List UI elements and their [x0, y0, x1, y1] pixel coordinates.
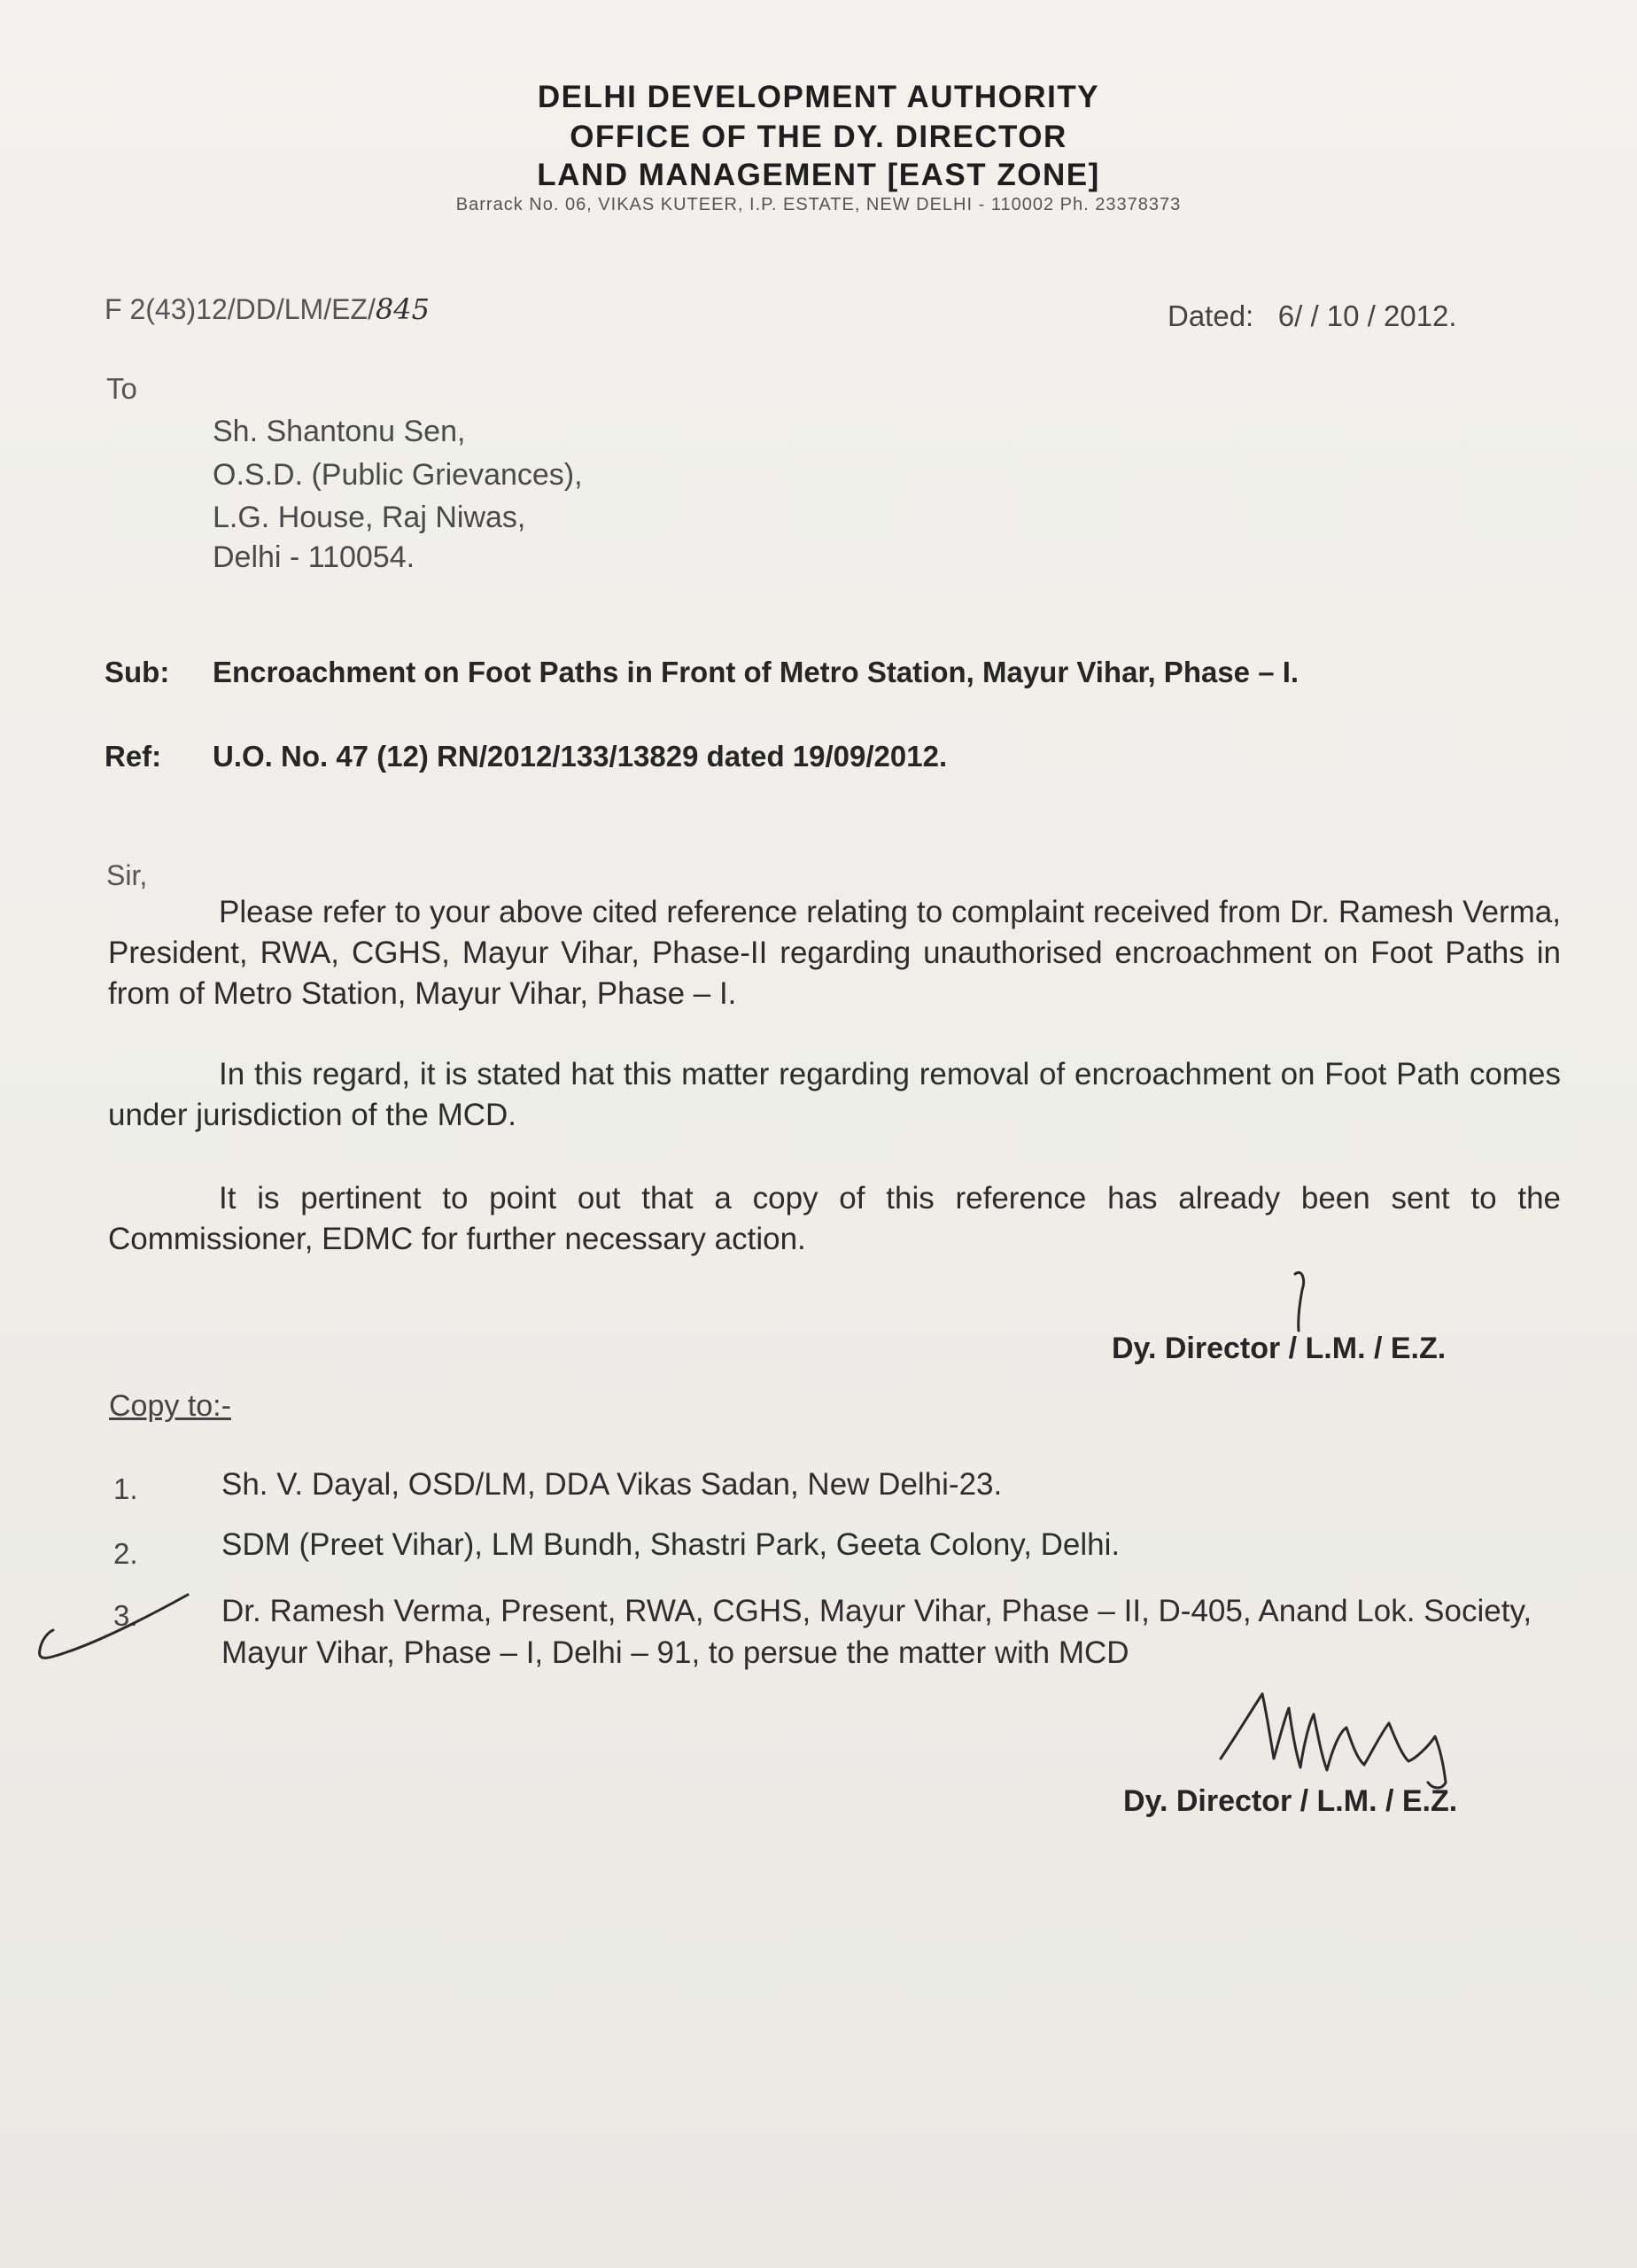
recipient-line: L.G. House, Raj Niwas, — [213, 501, 526, 534]
copy-item-number: 1. — [113, 1472, 138, 1505]
recipient-line: Delhi - 110054. — [213, 540, 415, 574]
copy-item-number: 3. — [113, 1599, 138, 1632]
letterhead-office: OFFICE OF THE DY. DIRECTOR — [570, 120, 1067, 154]
file-reference-handwritten: 845 — [375, 292, 430, 326]
to-label: To — [106, 372, 137, 405]
salutation: Sir, — [106, 859, 148, 891]
signature-designation-final: Dy. Director / L.M. / E.Z. — [1123, 1784, 1458, 1818]
body-paragraph: In this regard, it is stated hat this matter regarding removal of encroachment on Foot Path comes under jurisdiction of the MCD. — [108, 1057, 1561, 1132]
copy-item-text: Sh. V. Dayal, OSD/LM, DDA Vikas Sadan, New Delhi-23. — [221, 1467, 1003, 1502]
recipient-line: Sh. Shantonu Sen, — [213, 415, 466, 448]
copy-to-label: Copy to:- — [109, 1389, 231, 1423]
date-line — [1168, 299, 1457, 333]
reference-label: Ref: — [105, 740, 162, 773]
initial-mark-icon — [1295, 1272, 1304, 1331]
file-reference — [105, 292, 430, 326]
letterhead-org: DELHI DEVELOPMENT AUTHORITY — [537, 80, 1100, 114]
signature-scrawl-icon — [1221, 1694, 1446, 1788]
copy-item-number: 2. — [113, 1537, 138, 1570]
subject-label: Sub: — [105, 656, 170, 688]
subject-text: Encroachment on Foot Paths in Front of Metro Station, Mayur Vihar, Phase – I. — [213, 656, 1300, 688]
body-paragraph: It is pertinent to point out that a copy of this reference has already been sent to the Commissioner, EDMC for further necessary action. — [108, 1181, 1561, 1256]
date-value: 6/ / 10 / 2012. — [1277, 299, 1457, 332]
signature-designation: Dy. Director / L.M. / E.Z. — [1112, 1332, 1447, 1365]
body-paragraph: Please refer to your above cited reference relating to complaint received from Dr. Ramesh Verma, President, RWA, CGHS, Mayur Vihar, Phase-II regarding unauthorised encroachment on Foot Paths in from of Metro Station, Mayur Vihar, Phase – I. — [108, 895, 1561, 1011]
date-label: Dated: — [1168, 299, 1254, 332]
recipient-line: O.S.D. (Public Grievances), — [213, 458, 583, 492]
copy-item-text: Dr. Ramesh Verma, Present, RWA, CGHS, Mayur Vihar, Phase – II, D-405, Anand Lok. Society, Mayur Vihar, Phase – I, Delhi – 91, to persue the matter with MCD — [221, 1594, 1532, 1670]
file-reference-printed: F 2(43)12/DD/LM/EZ/ — [105, 293, 376, 325]
letterhead-department: LAND MANAGEMENT [EAST ZONE] — [537, 158, 1100, 192]
copy-item-text: SDM (Preet Vihar), LM Bundh, Shastri Park, Geeta Colony, Delhi. — [221, 1527, 1121, 1562]
reference-text: U.O. No. 47 (12) RN/2012/133/13829 dated 19/09/2012. — [213, 740, 948, 773]
letterhead-address: Barrack No. 06, VIKAS KUTEER, I.P. ESTATE, NEW DELHI - 110002 Ph. 23378373 — [455, 195, 1182, 214]
